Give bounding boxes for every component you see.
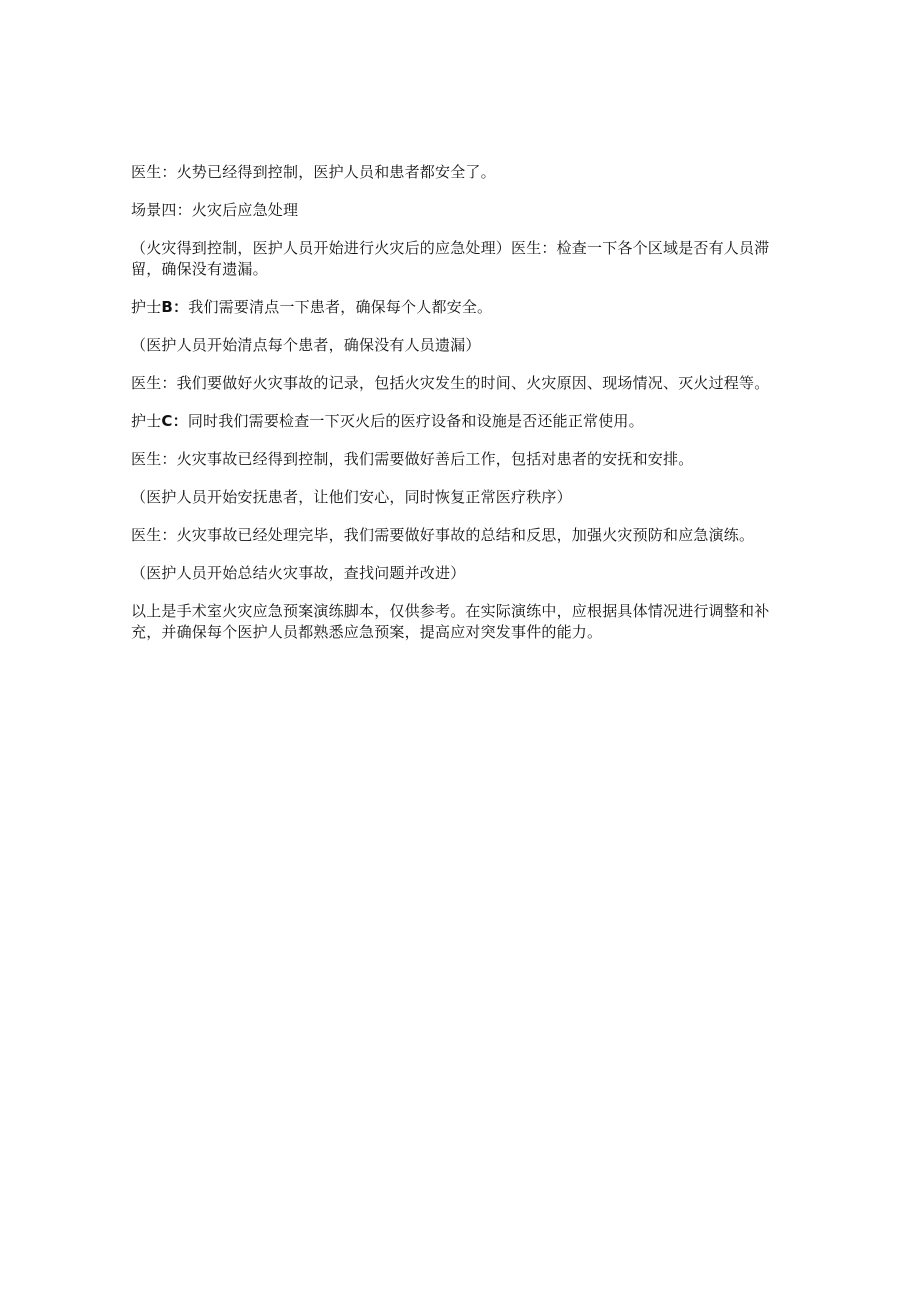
- speaker-colon: ：: [173, 298, 189, 316]
- paragraph-nurse-c: [131, 411, 791, 432]
- speaker-label-nurse: 护士: [131, 412, 162, 430]
- speaker-colon: ：: [172, 412, 188, 430]
- paragraph-scene-four-heading: 场景四：火灾后应急处理: [131, 201, 299, 219]
- nurse-c-line: 同时我们需要检查一下灭火后的医疗设备和设施是否还能正常使用。: [187, 412, 644, 430]
- paragraph-stage-direction-count: （医护人员开始清点每个患者，确保没有人员遗漏）: [131, 336, 481, 354]
- paragraph-nurse-b: [131, 297, 791, 318]
- paragraph-closing-note: 以上是手术室火灾应急预案演练脚本，仅供参考。在实际演练中，应根据具体情况进行调整和补充，并确保每个医护人员都熟悉应急预案，提高应对突发事件的能力。: [131, 602, 770, 641]
- speaker-letter-c: C: [161, 412, 173, 430]
- paragraph-doctor-record: 医生：我们要做好火灾事故的记录，包括火灾发生的时间、火灾原因、现场情况、灭火过程等。: [131, 374, 770, 392]
- paragraph-doctor-aftercare: 医生：火灾事故已经得到控制，我们需要做好善后工作，包括对患者的安抚和安排。: [131, 450, 694, 468]
- document-body: [131, 162, 791, 660]
- paragraph-doctor-summary: 医生：火灾事故已经处理完毕，我们需要做好事故的总结和反思，加强火灾预防和应急演练。: [131, 526, 755, 544]
- speaker-label-nurse: 护士: [131, 298, 162, 316]
- paragraph-post-fire-check: （火灾得到控制，医护人员开始进行火灾后的应急处理）医生：检查一下各个区域是否有人员滞留，确保没有遗漏。: [131, 239, 770, 278]
- nurse-b-line: 我们需要清点一下患者，确保每个人都安全。: [188, 298, 493, 316]
- speaker-letter-b: B: [161, 298, 174, 316]
- paragraph-stage-direction-comfort: （医护人员开始安抚患者，让他们安心，同时恢复正常医疗秩序）: [131, 488, 572, 506]
- paragraph-doctor-fire-controlled: 医生：火势已经得到控制，医护人员和患者都安全了。: [131, 163, 496, 181]
- paragraph-stage-direction-review: （医护人员开始总结火灾事故，查找问题并改进）: [131, 564, 466, 582]
